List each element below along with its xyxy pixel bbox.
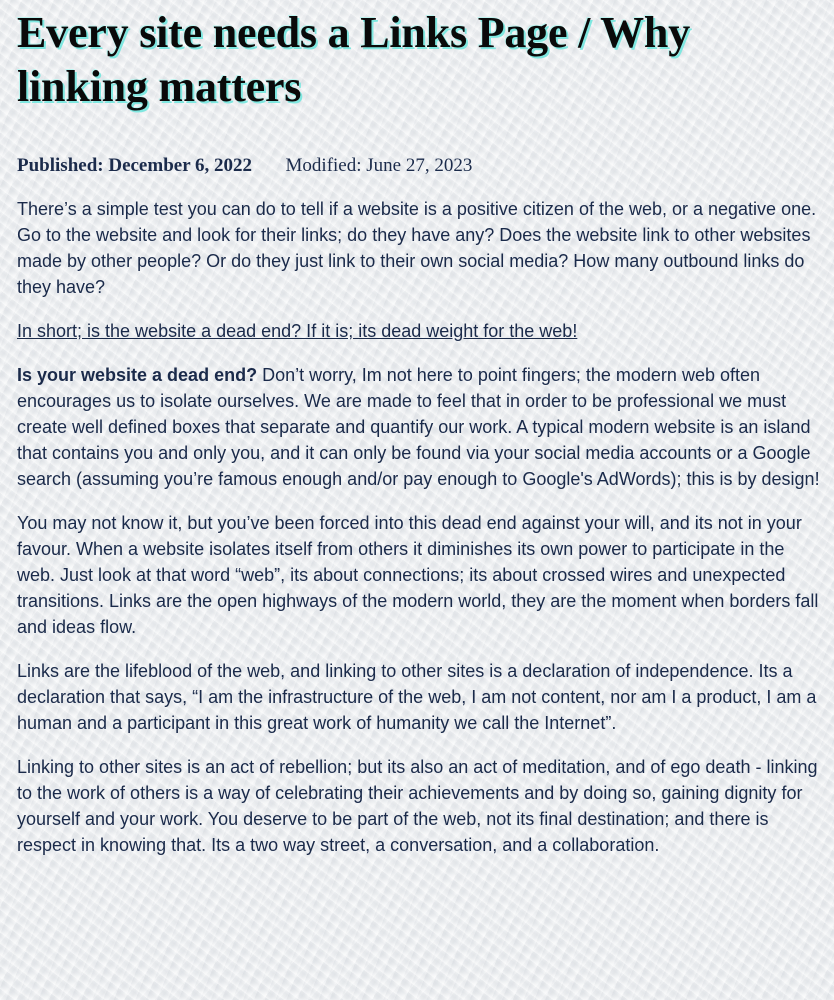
dead-end-question: Is your website a dead end? xyxy=(17,365,258,385)
page-title: Every site needs a Links Page / Why linking matters xyxy=(17,8,691,111)
published-date: December 6, 2022 xyxy=(108,155,253,176)
modified-date: June 27, 2023 xyxy=(366,155,473,176)
paragraph-3 xyxy=(17,362,825,492)
paragraph-6: Linking to other sites is an act of rebellion; but its also an act of meditation, and of ego death - linking to the work of others is a way of celebrating their achievements and by doing so, gaining dignity for yourself and your work. You deserve to be part of the web, not its final destination; and there is respect in knowing that. Its a two way street, a conversation, and a collaboration. xyxy=(17,757,818,855)
paragraph-2 xyxy=(17,318,825,344)
dead-end-statement: In short; is the website a dead end? If it is; its dead weight for the web! xyxy=(17,321,578,341)
paragraph-5: Links are the lifeblood of the web, and linking to other sites is a declaration of independence. Its a declaration that says, “I am the infrastructure of the web, I am not content, nor am I a product, I am a human and a participant in this great work of humanity we call the Internet”. xyxy=(17,661,817,733)
paragraph-1: There’s a simple test you can do to tell if a website is a positive citizen of the web, or a negative one. Go to the website and look for their links; do they have any? Does the website link to other websites made by other people? Or do they just link to their own social media? How many outbound links do they have? xyxy=(17,199,817,297)
paragraph-3-text: Don’t worry, Im not here to point fingers; the modern web often encourages us to isolate ourselves. We are made to feel that in order to be professional we must create well defined boxes that separate and quantify our work. A typical modern website is an island that contains you and only you, and it can only be found via your social media accounts or a Google search (assuming you’re famous enough and/or pay enough to Google's AdWords); this is by design! xyxy=(17,365,820,489)
published-label: Published: xyxy=(17,155,104,176)
article xyxy=(17,6,825,858)
modified-label: Modified: xyxy=(285,155,362,176)
article-meta xyxy=(17,154,825,178)
paragraph-4: You may not know it, but you’ve been forced into this dead end against your will, and its not in your favour. When a website isolates itself from others it diminishes its own power to participate in the web. Just look at that word “web”, its about connections; its about crossed wires and unexpected transitions. Links are the open highways of the modern world, they are the moment when borders fall and ideas flow. xyxy=(17,513,819,637)
